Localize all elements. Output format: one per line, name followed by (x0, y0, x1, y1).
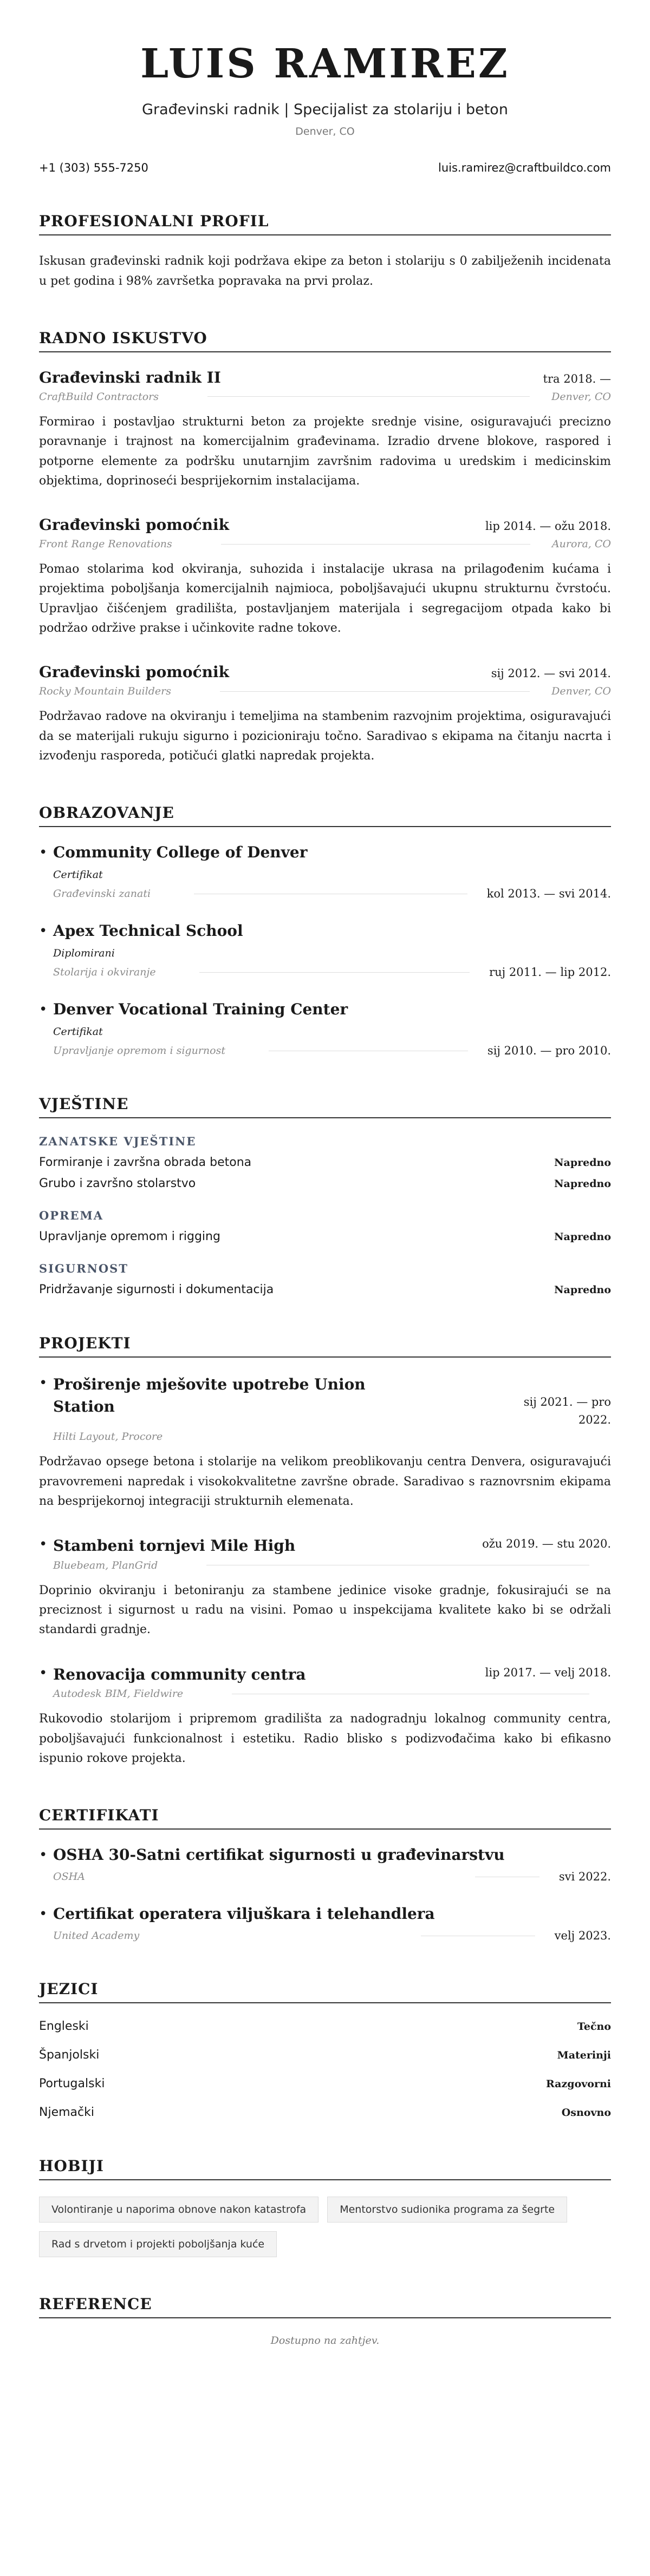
job-company: CraftBuild Contractors (39, 390, 159, 403)
project-meta (53, 1559, 611, 1571)
section-title-hobbies: HOBIJI (39, 2157, 611, 2180)
references-text: Dostupno na zahtjev. (270, 2335, 380, 2347)
job-location: Denver, CO (551, 390, 611, 403)
education-date: kol 2013. — svi 2014. (486, 887, 611, 901)
profile-text: Iskusan građevinski radnik koji podržava ekipe za beton i stolariju s 0 zabilježenih incidenata u pet godina i 98% završetka popravaka na prvi prolaz. (39, 254, 611, 288)
school-name: • Denver Vocational Training Center (53, 1000, 348, 1019)
candidate-location: Denver, CO (295, 126, 355, 138)
skill-row (39, 1230, 611, 1243)
job-date: tra 2018. — (543, 372, 611, 385)
job-header (39, 516, 611, 534)
language-name: Njemački (39, 2106, 94, 2120)
language-name: Engleski (39, 2020, 89, 2034)
job-company: Rocky Mountain Builders (39, 685, 171, 698)
language-name: Španjolski (39, 2048, 100, 2062)
job-list (39, 369, 611, 766)
job-date: lip 2014. — ožu 2018. (485, 520, 611, 533)
languages-section (39, 1980, 611, 2119)
field-of-study: Stolarija i okviranje (53, 966, 156, 979)
certificates-section (39, 1806, 611, 1942)
job-meta (39, 685, 611, 697)
section-title-projects: PROJEKTI (39, 1334, 611, 1358)
project-list (39, 1374, 611, 1768)
job-title: Građevinski pomoćnik (39, 516, 230, 534)
skill-level: Napredno (554, 1156, 611, 1169)
skill-level: Napredno (554, 1177, 611, 1190)
skill-row (39, 1156, 611, 1169)
bullet-icon: • (39, 1664, 48, 1681)
job-entry (39, 516, 611, 638)
language-level: Razgovorni (545, 2077, 611, 2090)
project-date-line: lip 2017. — velj 2018. (485, 1666, 611, 1679)
skill-row (39, 1177, 611, 1190)
job-date: sij 2012. — svi 2014. (491, 667, 611, 680)
language-row (39, 2048, 611, 2062)
skill-level: Napredno (554, 1230, 611, 1243)
project-title-block (53, 1535, 295, 1557)
job-entry (39, 663, 611, 766)
resume-header (39, 42, 611, 174)
project-tools: Autodesk BIM, Fieldwire (53, 1688, 184, 1700)
project-title: Proširenje mješovite upotrebe Union Station (53, 1375, 366, 1415)
job-meta (39, 538, 611, 550)
experience-section (39, 329, 611, 766)
project-tools: Bluebeam, PlanGrid (53, 1559, 158, 1571)
project-description: Podržavao opsege betona i stolarije na velikom preoblikovanju centra Denvera, osiguravajući pravovremeni napredak i visokokvalitetne završne obrade. Saradivao s raznovrsnim ekipama na besprijekornoj integraciji strukturnih elemenata. (39, 1455, 611, 1508)
job-title: Građevinski pomoćnik (39, 663, 230, 681)
school-name: • Community College of Denver (53, 843, 308, 862)
job-header (39, 663, 611, 681)
language-level: Osnovno (561, 2106, 611, 2119)
education-meta (53, 1044, 611, 1057)
section-title-certificates: CERTIFIKATI (39, 1806, 611, 1830)
divider-line (221, 544, 530, 545)
skill-name: Formiranje i završna obrada betona (39, 1156, 252, 1170)
certificate-entry (39, 1905, 611, 1942)
school-name: • Apex Technical School (53, 922, 243, 940)
project-header (53, 1535, 611, 1557)
bullet-icon: • (39, 1536, 48, 1553)
certificate-meta (53, 1870, 611, 1883)
education-entry (39, 843, 611, 900)
language-row (39, 2106, 611, 2119)
project-date (485, 1664, 611, 1682)
hobby-tag: Rad s drvetom i projekti poboljšanja kuće (39, 2231, 277, 2257)
skills-list (39, 1135, 611, 1296)
project-header (53, 1374, 611, 1428)
references-section (39, 2295, 611, 2346)
skill-name: Upravljanje opremom i rigging (39, 1230, 220, 1244)
project-date-line: sij 2021. — pro (523, 1395, 611, 1409)
hobby-tag: Volontiranje u naporima obnove nakon katastrofa (39, 2197, 318, 2223)
education-meta (53, 966, 611, 979)
certificate-issuer: United Academy (53, 1930, 140, 1942)
project-entry (39, 1535, 611, 1640)
projects-section (39, 1334, 611, 1768)
skill-name: Pridržavanje sigurnosti i dokumentacija (39, 1283, 274, 1297)
language-level: Materinji (557, 2049, 611, 2061)
skill-name: Grubo i završno stolarstvo (39, 1177, 196, 1191)
education-entry (39, 1000, 611, 1057)
project-entry (39, 1374, 611, 1511)
certificate-list (39, 1846, 611, 1942)
education-entry (39, 922, 611, 979)
language-row (39, 2020, 611, 2033)
certificate-entry (39, 1846, 611, 1883)
language-level: Tečno (577, 2020, 611, 2033)
section-title-languages: JEZICI (39, 1980, 611, 2003)
project-title: Stambeni tornjevi Mile High (53, 1537, 296, 1555)
certificate-name: • OSHA 30-Satni certifikat sigurnosti u građevinarstvu (53, 1846, 505, 1864)
project-header (53, 1664, 611, 1686)
contact-row (39, 161, 611, 174)
degree: Certifikat (53, 1026, 103, 1038)
education-date: ruj 2011. — lip 2012. (489, 966, 611, 979)
job-meta (39, 391, 611, 403)
project-tools: Hilti Layout, Procore (53, 1431, 163, 1443)
language-row (39, 2077, 611, 2090)
education-date: sij 2010. — pro 2010. (487, 1044, 611, 1058)
job-location: Denver, CO (551, 685, 611, 698)
project-date (482, 1535, 611, 1553)
certificate-issuer: OSHA (53, 1871, 85, 1883)
skills-section (39, 1095, 611, 1296)
hobbies-section (39, 2157, 611, 2257)
hobby-list (39, 2197, 581, 2257)
email-address[interactable]: luis.ramirez@craftbuildco.com (438, 161, 611, 175)
project-title-block (53, 1374, 389, 1418)
skill-category: ZANATSKE VJEŠTINE (39, 1135, 197, 1149)
phone-number[interactable]: +1 (303) 555-7250 (39, 161, 148, 175)
skill-category: SIGURNOST (39, 1262, 128, 1276)
divider-line (199, 972, 470, 973)
candidate-title: Građevinski radnik | Specijalist za stolariju i beton (142, 101, 508, 119)
job-title: Građevinski radnik II (39, 368, 221, 386)
section-title-education: OBRAZOVANJE (39, 804, 611, 827)
skill-level: Napredno (554, 1283, 611, 1296)
project-title: Renovacija community centra (53, 1665, 306, 1683)
field-of-study: Građevinski zanati (53, 888, 151, 900)
language-name: Portugalski (39, 2077, 105, 2091)
divider-line (220, 691, 530, 692)
certificate-date: velj 2023. (554, 1929, 611, 1943)
bullet-icon: • (39, 1375, 48, 1392)
certificate-name: • Certifikat operatera viljuškara i telehandlera (53, 1905, 435, 1923)
job-header (39, 369, 611, 386)
certificate-meta (53, 1929, 611, 1942)
education-section (39, 804, 611, 1057)
skill-row (39, 1283, 611, 1296)
project-description: Rukovodio stolarijom i pripremom gradilišta za nadogradnju lokalnog community centra, poboljšavajući funkcionalnost i estetiku. Radio blisko s podizvođačima kako bi efikasno ispunio rokove projekta. (39, 1712, 611, 1765)
project-title-block (53, 1664, 306, 1686)
education-meta (53, 887, 611, 900)
divider-line (207, 396, 530, 397)
job-description: Podržavao radove na okviranju i temeljima na stambenim razvojnim projektima, osiguravajući da se materijali rukuju sigurno i pozicioniraju točno. Saradivao s ekipama na čitanju nacrta i izvođenju rasporeda, potičući glatki napredak projekta. (39, 710, 611, 763)
certificate-date: svi 2022. (558, 1870, 611, 1884)
section-title-profile: PROFESIONALNI PROFIL (39, 212, 611, 235)
job-entry (39, 369, 611, 491)
project-date-line: ožu 2019. — stu 2020. (482, 1537, 611, 1551)
education-list (39, 843, 611, 1057)
project-description: Doprinio okviranju i betoniranju za stambene jedinice visoke gradnje, fokusirajući se na preciznost i sigurnost u radu na visini. Pomao u inspekcijama kvalitete kako bi se održali standardi gradnje. (39, 1583, 611, 1637)
candidate-name: LUIS RAMIREZ (140, 41, 510, 87)
job-company: Front Range Renovations (39, 538, 172, 550)
resume-page (39, 0, 611, 2390)
project-meta (53, 1431, 611, 1443)
job-description: Formirao i postavljao strukturni beton za projekte srednje visine, osiguravajući precizno poravnanje i trajnost na komercijalnim građevinama. Izradio drvene blokove, raspored i potporne elemente za podršku unutarnjim završnim radovima u uredskim i medicinskim objektima, doprinoseći besprijekornim instalacijama. (39, 415, 611, 488)
profile-section (39, 212, 611, 291)
project-date (524, 1374, 611, 1428)
hobby-tag: Mentorstvo sudionika programa za šegrte (327, 2197, 567, 2223)
field-of-study: Upravljanje opremom i sigurnost (53, 1045, 225, 1057)
degree: Certifikat (53, 869, 103, 881)
degree: Diplomirani (53, 947, 115, 960)
job-location: Aurora, CO (551, 538, 611, 550)
section-title-references: REFERENCE (39, 2295, 611, 2318)
project-entry (39, 1664, 611, 1768)
job-description: Pomao stolarima kod okviranja, suhozida i instalacije ukrasa na prilagođenim kućama i projektima poboljšanja komercijalnih najmioca, poboljšavajući ukupnu strukturnu čvrstoću. Upravljao čišćenjem gradilišta, postavljanjem materijala i segregacijom otpada kako bi podržao održive prakse i učinkovite radne tokove. (39, 562, 611, 635)
section-title-skills: VJEŠTINE (39, 1095, 611, 1118)
project-meta (53, 1688, 611, 1700)
section-title-experience: RADNO ISKUSTVO (39, 329, 611, 352)
language-list (39, 2020, 611, 2119)
skill-category: OPREMA (39, 1209, 104, 1223)
project-date-line: 2022. (578, 1413, 611, 1426)
